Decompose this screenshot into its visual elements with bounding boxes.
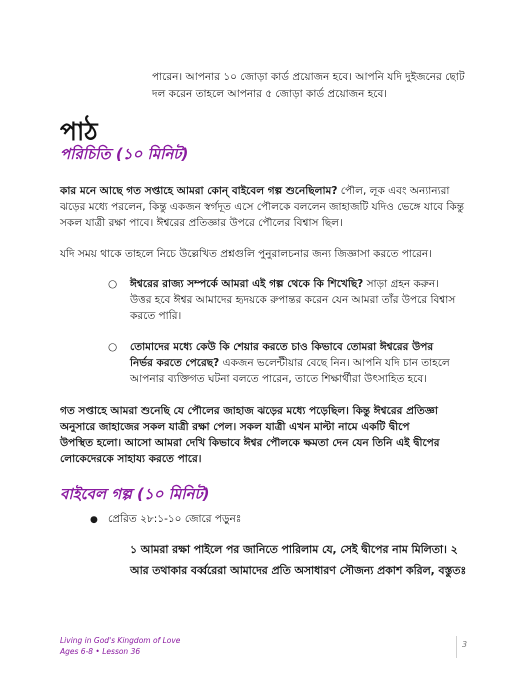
- question-2-line-2-rest: একজন ভলেন্টীয়ার বেছে নিন। আপনি যদি চান তাহলে: [219, 357, 450, 369]
- top-paragraph-line-1: পারেন। আপনার ১০ জোড়া কার্ড প্রয়োজন হবে। আপনি যদি দুইজনের ছোট: [152, 71, 465, 83]
- footer-divider: [456, 636, 457, 658]
- narrative-line-4: লোকেদেরকে সাহায্য করতে পারে।: [60, 453, 202, 465]
- review-note: যদি সময় থাকে তাহলে নিচে উল্লেখিত প্রশ্নগুলি পুনুরালচনার জন্য জিজ্ঞাসা করতে পারেন।: [60, 248, 432, 260]
- question-2-line-2-bold: নির্ভর করতে পেরেছ?: [130, 357, 220, 369]
- question-2-line-3: আপনার ব্যক্তিগত ঘটনা বলতে পারেন, তাতে শিক্ষার্থীরা উৎসাহিত হবে।: [130, 373, 427, 385]
- footer-title: Living in God's Kingdom of Love: [60, 636, 181, 645]
- question-1-rest: সাড়া গ্রহন করুন।: [363, 278, 439, 290]
- narrative-line-3: উপস্থিত হলো। আসো আমরা দেখি কিভাবে ঈশ্বর পৌলকে ক্ষমতা দেন যেন তিনি এই দ্বীপের: [60, 437, 440, 449]
- question-2-line-2: [130, 355, 450, 371]
- narrative-line-2: অনুসারে জাহাজের সকল যাত্রী রক্ষা পেল। সকল যাত্রী এখন মাল্টা নামে একটি দ্বীপে: [60, 421, 410, 433]
- question-2-line-1: তোমাদের মধ্যে কেউ কি শেয়ার করতে চাও কিভাবে তোমরা ঈশ্বরের উপর: [130, 341, 434, 353]
- circle-outline-icon: ○: [108, 341, 118, 353]
- intro-line-3: সকল যাত্রী রক্ষা পাবে। ঈশ্বরের প্রতিজ্ঞার উপরে পৌলের বিশ্বাস ছিল।: [60, 217, 343, 229]
- question-1-line-2: উত্তর হবে ঈশ্বর আমাদের হৃদয়কে রুপান্তর করেন যেন আমরা তাঁর উপরে বিশ্বাস: [130, 294, 456, 306]
- circle-outline-icon: ○: [108, 278, 118, 290]
- scripture-line-1: ১ আমরা রক্ষা পাইলে পর জানিতে পারিলাম যে, সেই দ্বীপের নাম মিলিতা। ২: [130, 543, 458, 556]
- lesson-heading: পাঠ: [60, 117, 98, 146]
- question-1-line-1: [130, 276, 439, 292]
- intro-question: কার মনে আছে গত সপ্তাহে আমরা কোন্‌ বাইবেল গল্প শুনেছিলাম?: [60, 185, 338, 197]
- page-number: 3: [462, 640, 468, 649]
- scripture-line-2: আর তথাকার বর্ব্বরেরা আমাদের প্রতি অসাধারণ সৌজন্য প্রকাশ করিল, বস্তুতঃ: [130, 564, 467, 577]
- intro-line-2: ঝড়ের মধ্যে পরলেন, কিন্তু একজন স্বর্গদূত এসে পৌলকে বললেন জাহাজটি যদিও ভেঙ্গে যাবে কিন্তু: [60, 201, 464, 213]
- intro-line-1-rest: পৌল, লূক এবং অন্যান্যরা: [337, 185, 450, 197]
- bible-instruction: প্রেরিত ২৮:১-১০ জোরে পড়ুনঃ: [108, 513, 242, 525]
- bible-story-heading: বাইবেল গল্প (১০ মিনিট): [60, 485, 210, 503]
- intro-line-1: [60, 183, 449, 199]
- question-1-line-3: করতে পারি।: [130, 310, 182, 322]
- footer-meta: Ages 6-8 • Lesson 36: [60, 647, 141, 656]
- filled-dot-icon: ●: [90, 515, 98, 525]
- narrative-line-1: গত সপ্তাহে আমরা শুনেছি যে পৌলের জাহাজ ঝড়ের মধ্যে পড়েছিল। কিন্তু ঈশ্বরের প্রতিজ্ঞা: [60, 405, 438, 417]
- question-1-bold: ঈশ্বরের রাজ্য সম্পর্কে আমরা এই গল্প থেকে কি শিখেছি?: [130, 278, 364, 290]
- top-paragraph-line-2: দল করেন তাহলে আপনার ৫ জোড়া কার্ড প্রয়োজন হবে।: [152, 88, 388, 100]
- intro-heading: পরিচিতি (১০ মিনিট): [60, 145, 189, 163]
